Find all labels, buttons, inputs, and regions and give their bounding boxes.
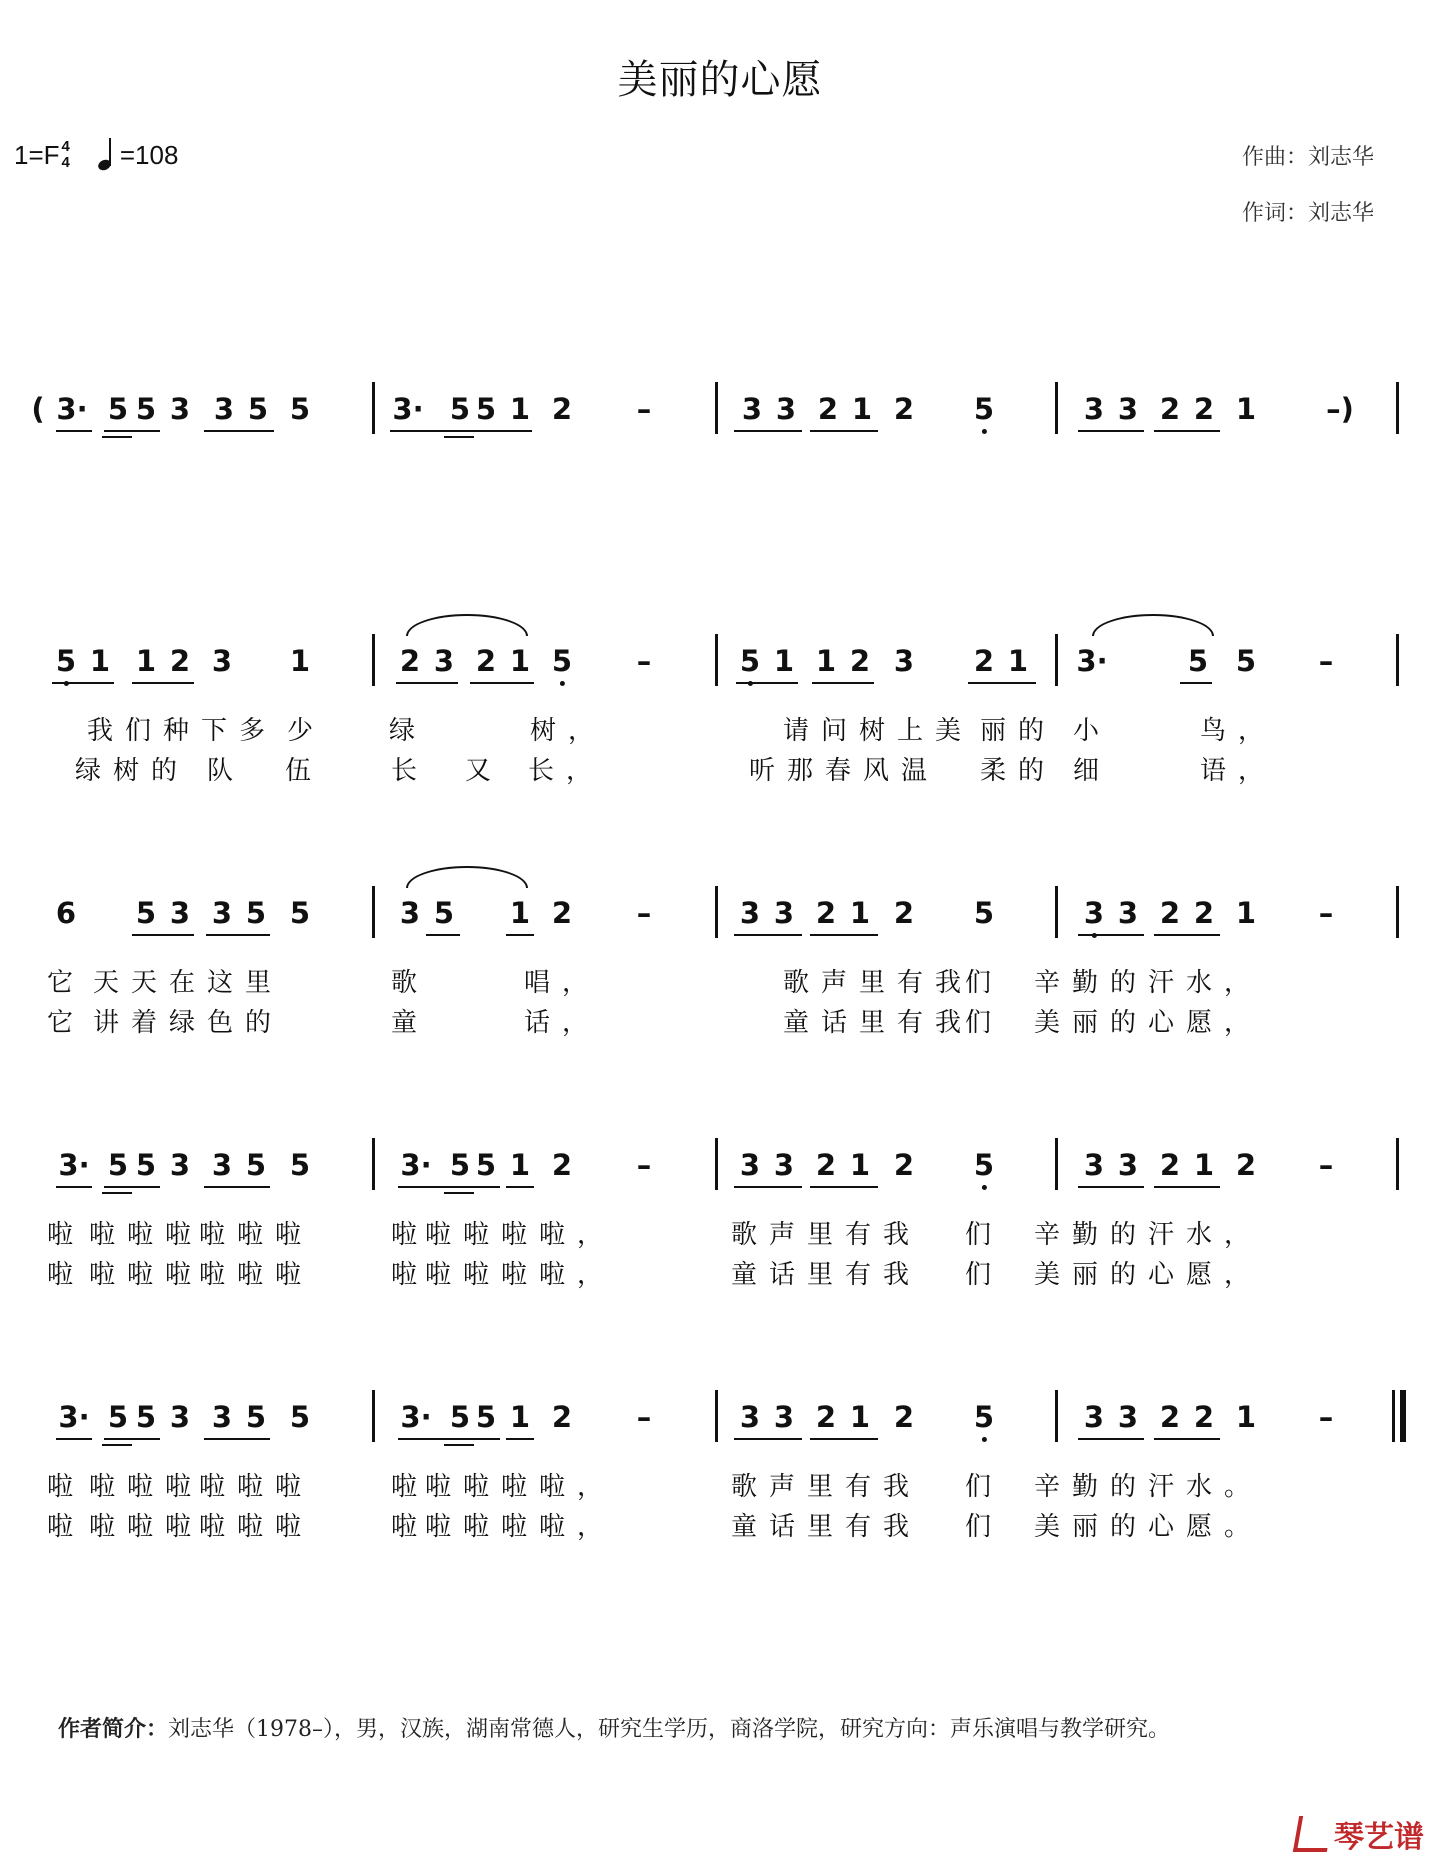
lyric-verse-1: 歌声里有我 [730,1220,922,1250]
bar-line [372,1390,375,1442]
beam-underline [1078,430,1144,432]
lyric-verse-1: 绿 [388,716,428,746]
note: 3· [400,1400,432,1434]
note: 5 [475,1400,497,1434]
note: 2 [849,644,871,678]
bar-line [1396,1138,1399,1190]
note: 5 [974,1148,994,1182]
lyric-verse-2: 讲着绿色的 [92,1008,284,1038]
note: 1 [1193,1148,1215,1182]
octave-dot-below [982,1185,987,1190]
note: – [1318,896,1334,930]
lyric-verse-2: 语， [1199,756,1277,786]
note: 5 [107,392,129,426]
lyric-verse-1: 丽的 [979,716,1057,746]
bar-line [1392,1390,1395,1442]
lyric-verse-2: 柔的 [979,756,1057,786]
note: 2 [1159,392,1181,426]
note: 2 [893,1148,915,1182]
lyric-verse-1: 啦啦啦 [198,1472,314,1502]
octave-dot-below [982,1437,987,1442]
bar-line [715,886,718,938]
beam-underline [56,1186,92,1188]
bio-text: 刘志华（1978–），男，汉族，湖南常德人，研究生学历，商洛学院，研究方向：声乐演唱与教学研究。 [168,1717,1171,1742]
note: 5 [475,1148,497,1182]
time-bottom: 4 [61,154,70,171]
lyric-verse-2: 它 [46,1008,86,1038]
beam-underline [812,682,874,684]
lyric-verse-2: 啦啦啦啦， [424,1512,616,1542]
note: 1 [849,1400,871,1434]
note: 3 [1083,1148,1105,1182]
note: 1 [509,896,531,930]
note: 3 [1083,1400,1105,1434]
note: 1 [1235,1400,1257,1434]
lyric-verse-1: 们 [964,968,1004,998]
time-signature [62,139,70,171]
note: 1 [815,644,837,678]
beam-underline [734,1186,802,1188]
beam-underline [506,934,534,936]
note: 2 [551,896,573,930]
note: 1 [849,896,871,930]
bar-line [372,382,375,434]
note: 2 [1235,1148,1257,1182]
note: – [636,392,652,426]
note: 2 [817,392,839,426]
key-prefix: 1=F [14,139,60,170]
note: 3 [169,896,191,930]
note: 3 [739,1400,761,1434]
beam-underline [736,682,798,684]
quarter-note-icon [96,138,118,172]
note: 5 [289,1148,311,1182]
double-underline [102,1192,132,1194]
note: – [636,1400,652,1434]
octave-dot-below [982,429,987,434]
note: 3 [211,896,233,930]
lyric-verse-1: 啦啦啦啦， [424,1472,616,1502]
lyric-verse-1: 唱， [523,968,601,998]
lyric-verse-1: 歌声里有我 [782,968,974,998]
slur-tie [406,614,528,636]
beam-underline [1078,934,1144,936]
note: – [636,896,652,930]
beam-underline [1078,1438,1144,1440]
note: 2 [893,896,915,930]
lyric-verse-2: 啦 [390,1512,430,1542]
lyric-verse-2: 绿树的 [74,756,190,786]
note: 3 [773,1148,795,1182]
lyric-verse-1: 辛勤的汗水。 [1033,1472,1263,1502]
lyric-verse-2: 童话里有我 [782,1008,974,1038]
lyric-verse-2: 啦啦啦 [198,1512,314,1542]
note: 1 [773,644,795,678]
note: 2 [169,644,191,678]
author-bio [58,1712,1170,1743]
beam-underline [56,430,92,432]
note: 3 [1084,896,1104,930]
note: – [1318,1148,1334,1182]
note: 3 [169,1400,191,1434]
note: 2 [475,644,497,678]
lyric-verse-1: 鸟， [1199,716,1277,746]
lyric-verse-2: 长 [390,756,430,786]
beam-underline [1154,1186,1220,1188]
lyric-verse-2: 啦 [46,1512,86,1542]
beam-underline [1154,934,1220,936]
note: 2 [1193,1400,1215,1434]
beam-underline [810,1438,878,1440]
note: 3 [773,896,795,930]
bar-line [715,382,718,434]
note: 2 [551,1148,573,1182]
bar-line [1055,1390,1058,1442]
note: 3 [1117,392,1139,426]
beam-underline [506,1438,534,1440]
bar-line [1055,382,1058,434]
note: 1 [509,392,531,426]
lyric-verse-1: 辛勤的汗水， [1033,1220,1263,1250]
double-underline [444,1444,474,1446]
note: – [1318,1400,1334,1434]
bar-line [372,634,375,686]
note: 5 [974,1400,994,1434]
bar-line [715,1390,718,1442]
lyric-verse-1: 它 [46,968,86,998]
note: 2 [815,1148,837,1182]
lyric-verse-2: 啦 [46,1260,86,1290]
lyric-verse-1: 啦 [390,1472,430,1502]
note: 1 [509,1400,531,1434]
note: ( [31,392,45,426]
lyric-verse-1: 天天在这里 [92,968,284,998]
lyric-verse-1: 啦 [390,1220,430,1250]
note: 3 [211,1148,233,1182]
lyric-verse-2: 队 [206,756,246,786]
key-signature [14,138,178,172]
octave-dot-below [560,681,565,686]
double-underline [102,1444,132,1446]
note: 5 [245,1400,267,1434]
final-bar-line [1400,1390,1406,1442]
note: 2 [399,644,421,678]
lyric-verse-2: 童 [390,1008,430,1038]
note: 2 [893,1400,915,1434]
lyric-verse-1: 辛勤的汗水， [1033,968,1263,998]
time-top: 4 [61,138,70,155]
note: 5 [107,1400,129,1434]
lyric-verse-1: 们 [964,1472,1004,1502]
note: 5 [289,896,311,930]
beam-underline [810,934,878,936]
lyric-verse-1: 啦 [46,1472,86,1502]
bar-line [1055,634,1058,686]
note: 5 [289,1400,311,1434]
beam-underline [426,934,460,936]
lyric-verse-1: 啦啦啦 [198,1220,314,1250]
note: 3 [399,896,421,930]
beam-underline [442,1186,500,1188]
note: – [636,644,652,678]
note: 2 [551,1400,573,1434]
note: 3 [739,1148,761,1182]
lyric-verse-2: 啦 [390,1260,430,1290]
note: 5 [449,1148,471,1182]
lyric-verse-2: 又 [464,756,504,786]
note: 3 [1083,392,1105,426]
lyricist-credit: 作词：刘志华 [1241,201,1374,226]
note: 2 [1193,896,1215,930]
bar-line [372,886,375,938]
lyric-verse-1: 啦啦啦 [88,1472,204,1502]
note: 3 [1117,1148,1139,1182]
beam-underline [206,934,270,936]
lyric-verse-1: 啦啦啦啦， [424,1220,616,1250]
note: 3 [739,896,761,930]
note: 5 [56,644,76,678]
lyric-verse-1: 歌声里有我 [730,1472,922,1502]
lyric-verse-1: 树， [529,716,607,746]
note: 1 [509,644,531,678]
note: 3 [433,644,455,678]
note: 6 [55,896,77,930]
note: 3· [392,392,424,426]
double-underline [444,436,474,438]
beam-underline [398,1438,442,1440]
note: 3 [211,644,233,678]
lyric-verse-1: 歌 [390,968,430,998]
note: 3 [211,1400,233,1434]
note: 2 [815,1400,837,1434]
beam-underline [474,430,532,432]
beam-underline [104,1186,160,1188]
note: 3 [775,392,797,426]
lyric-verse-2: 话， [523,1008,601,1038]
note: –) [1326,392,1354,426]
note: 1 [849,1148,871,1182]
note: 5 [973,896,995,930]
lyric-verse-1: 请问树上美 [782,716,974,746]
bar-line [715,634,718,686]
beam-underline [1180,682,1212,684]
note: 5 [740,644,760,678]
lyric-verse-2: 美丽的心愿， [1033,1260,1263,1290]
beam-underline [204,430,274,432]
watermark-text: 琴艺谱 [1334,1820,1424,1855]
note: – [636,1148,652,1182]
bio-label: 作者简介： [58,1717,169,1742]
beam-underline [734,934,802,936]
lyric-verse-1: 小 [1072,716,1112,746]
beam-underline [734,1438,802,1440]
note: 1 [1235,392,1257,426]
note: 1 [89,644,111,678]
beam-underline [1154,430,1220,432]
lyric-verse-2: 啦啦啦啦， [424,1260,616,1290]
beam-underline [104,430,160,432]
composer-credit: 作曲：刘志华 [1241,145,1374,170]
lyric-verse-2: 美丽的心愿。 [1033,1512,1263,1542]
note: 5 [449,1400,471,1434]
lyric-verse-1: 少 [286,716,326,746]
lyric-verse-2: 们 [964,1008,1004,1038]
note: 5 [247,392,269,426]
note: 2 [1159,1400,1181,1434]
slur-tie [1092,614,1214,636]
lyric-verse-2: 们 [964,1512,1004,1542]
lyric-verse-2: 伍 [284,756,324,786]
tempo-value: =108 [119,139,179,170]
note: 5 [245,1148,267,1182]
beam-underline [442,1438,500,1440]
note: 3 [169,1148,191,1182]
beam-underline [204,1438,270,1440]
note: 5 [552,644,572,678]
note: 1 [135,644,157,678]
note: 2 [1193,392,1215,426]
note: 5 [475,392,497,426]
lyric-verse-2: 长， [527,756,605,786]
note: 5 [135,1400,157,1434]
beam-underline [52,682,114,684]
lyric-verse-2: 们 [964,1260,1004,1290]
note: 3· [1076,644,1108,678]
beam-underline [132,934,194,936]
note: 5 [449,392,471,426]
bar-line [1055,886,1058,938]
note: 5 [289,392,311,426]
lyric-verse-2: 啦啦啦 [88,1260,204,1290]
lyric-verse-1: 我们种下多 [86,716,278,746]
double-underline [444,1192,474,1194]
note: – [1318,644,1334,678]
note: 2 [1159,1148,1181,1182]
note: 5 [107,1148,129,1182]
bar-line [1055,1138,1058,1190]
note: 3 [893,644,915,678]
beam-underline [390,430,476,432]
beam-underline [734,430,802,432]
lyric-verse-1: 啦 [46,1220,86,1250]
beam-underline [132,682,194,684]
beam-underline [398,1186,442,1188]
note: 5 [245,896,267,930]
song-title: 美丽的心愿 [617,57,823,103]
note: 3 [773,1400,795,1434]
lyric-verse-1: 们 [964,1220,1004,1250]
beam-underline [810,1186,878,1188]
note: 1 [851,392,873,426]
note: 5 [135,392,157,426]
beam-underline [810,430,878,432]
beam-underline [56,1438,92,1440]
beam-underline [1154,1438,1220,1440]
lyric-verse-2: 童话里有我 [730,1260,922,1290]
double-underline [102,436,132,438]
note: 3 [741,392,763,426]
logo-icon [1293,1816,1333,1852]
note: 3· [56,392,88,426]
lyric-verse-2: 童话里有我 [730,1512,922,1542]
note: 3· [58,1400,90,1434]
bar-line [372,1138,375,1190]
lyric-verse-2: 啦啦啦 [198,1260,314,1290]
beam-underline [204,1186,270,1188]
note: 1 [1235,896,1257,930]
bar-line [1396,382,1399,434]
note: 2 [551,392,573,426]
note: 3 [169,392,191,426]
beam-underline [104,1438,160,1440]
bar-line [1396,634,1399,686]
lyric-verse-2: 细 [1072,756,1112,786]
note: 3 [1117,896,1139,930]
note: 3· [58,1148,90,1182]
note: 3 [1117,1400,1139,1434]
note: 5 [1187,644,1209,678]
bar-line [715,1138,718,1190]
note: 1 [1007,644,1029,678]
note: 5 [135,1148,157,1182]
note: 2 [893,392,915,426]
note: 3 [213,392,235,426]
note: 1 [509,1148,531,1182]
beam-underline [1078,1186,1144,1188]
note: 2 [1159,896,1181,930]
beam-underline [396,682,458,684]
note: 3· [400,1148,432,1182]
slur-tie [406,866,528,888]
beam-underline [506,1186,534,1188]
note: 1 [289,644,311,678]
lyric-verse-2: 听那春风温 [748,756,940,786]
beam-underline [968,682,1036,684]
note: 5 [433,896,455,930]
watermark-logo [1296,1812,1424,1856]
beam-underline [470,682,534,684]
note: 2 [973,644,995,678]
bar-line [1396,886,1399,938]
lyric-verse-2: 啦啦啦 [88,1512,204,1542]
lyric-verse-2: 美丽的心愿， [1033,1008,1263,1038]
note: 2 [815,896,837,930]
note: 5 [974,392,994,426]
lyric-verse-1: 啦啦啦 [88,1220,204,1250]
note: 5 [135,896,157,930]
note: 5 [1235,644,1257,678]
